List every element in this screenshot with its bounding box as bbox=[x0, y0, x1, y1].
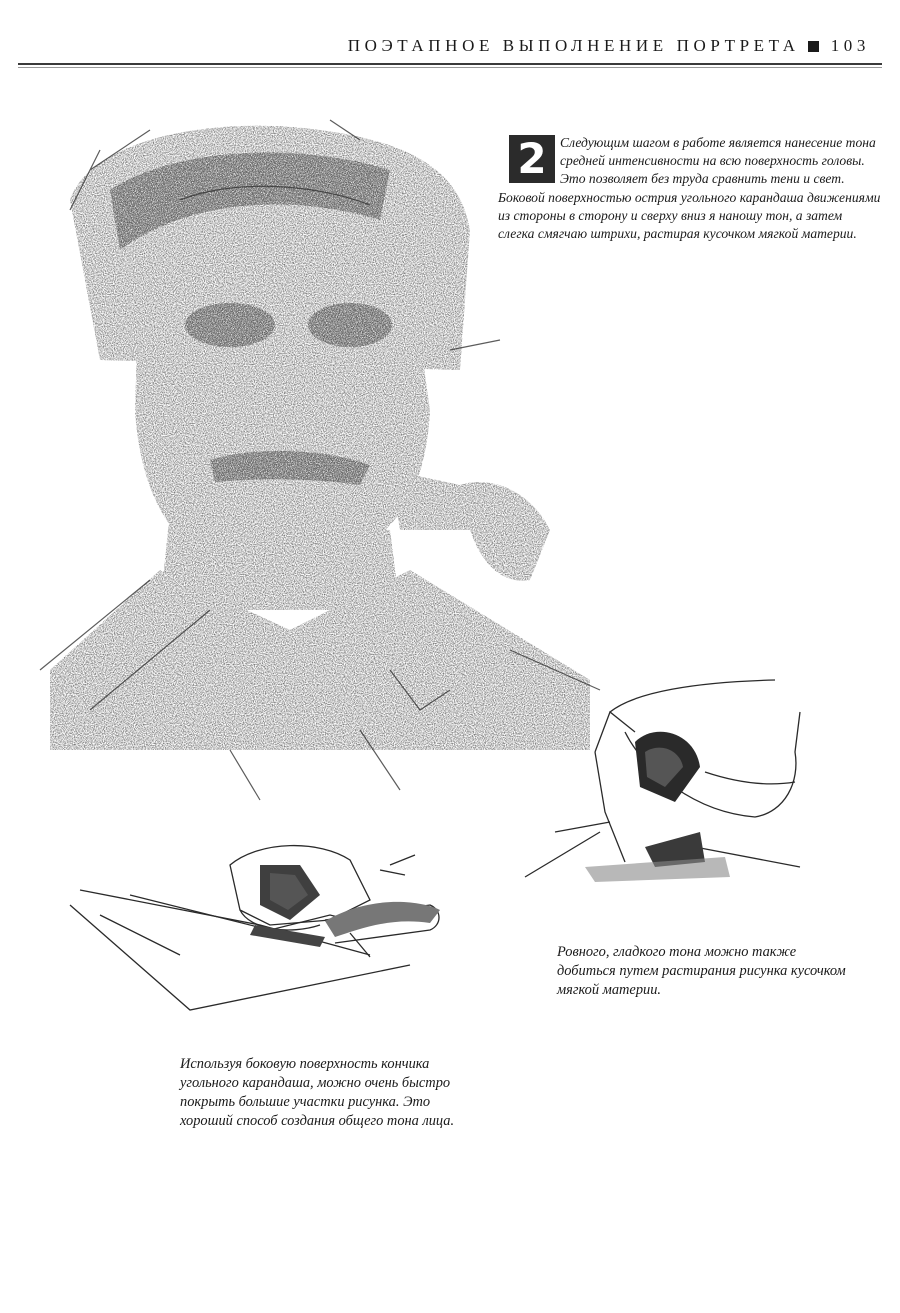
charcoal-portrait-sketch bbox=[30, 110, 610, 810]
step-number: 2 bbox=[517, 134, 547, 183]
caption-side-stroke: Используя боковую поверхность кончика угольного карандаша, можно очень быстро покрыть большие участки рисунка. Это хороший способ создания общего тона лица. bbox=[180, 1056, 455, 1129]
header-rule bbox=[18, 63, 882, 65]
caption-rubbing: Ровного, гладкого тона можно также добиться путем растирания рисунка кусочком мягкой материи. bbox=[557, 944, 846, 998]
square-bullet-icon bbox=[808, 41, 819, 52]
step-text: Следующим шагом в работе является нанесение тона средней интенсивности на всю поверхность головы. Это позволяет без труда сравнить тени и свет. Боковой поверхностью острия угольного карандаша движениями из стороны в сторону и сверху вниз я наношу тон, а затем слегка смягчаю штрихи, растирая кусочком мягкой материи. bbox=[498, 135, 881, 242]
hand-holding-charcoal-pencil-sketch bbox=[70, 825, 450, 1025]
running-head bbox=[230, 34, 870, 58]
running-title: ПОЭТАПНОЕ ВЫПОЛНЕНИЕ ПОРТРЕТА bbox=[347, 36, 800, 55]
header-rule-shadow bbox=[18, 67, 882, 68]
hand-rubbing-with-cloth-sketch bbox=[525, 672, 805, 887]
page-number: 103 bbox=[830, 36, 870, 55]
